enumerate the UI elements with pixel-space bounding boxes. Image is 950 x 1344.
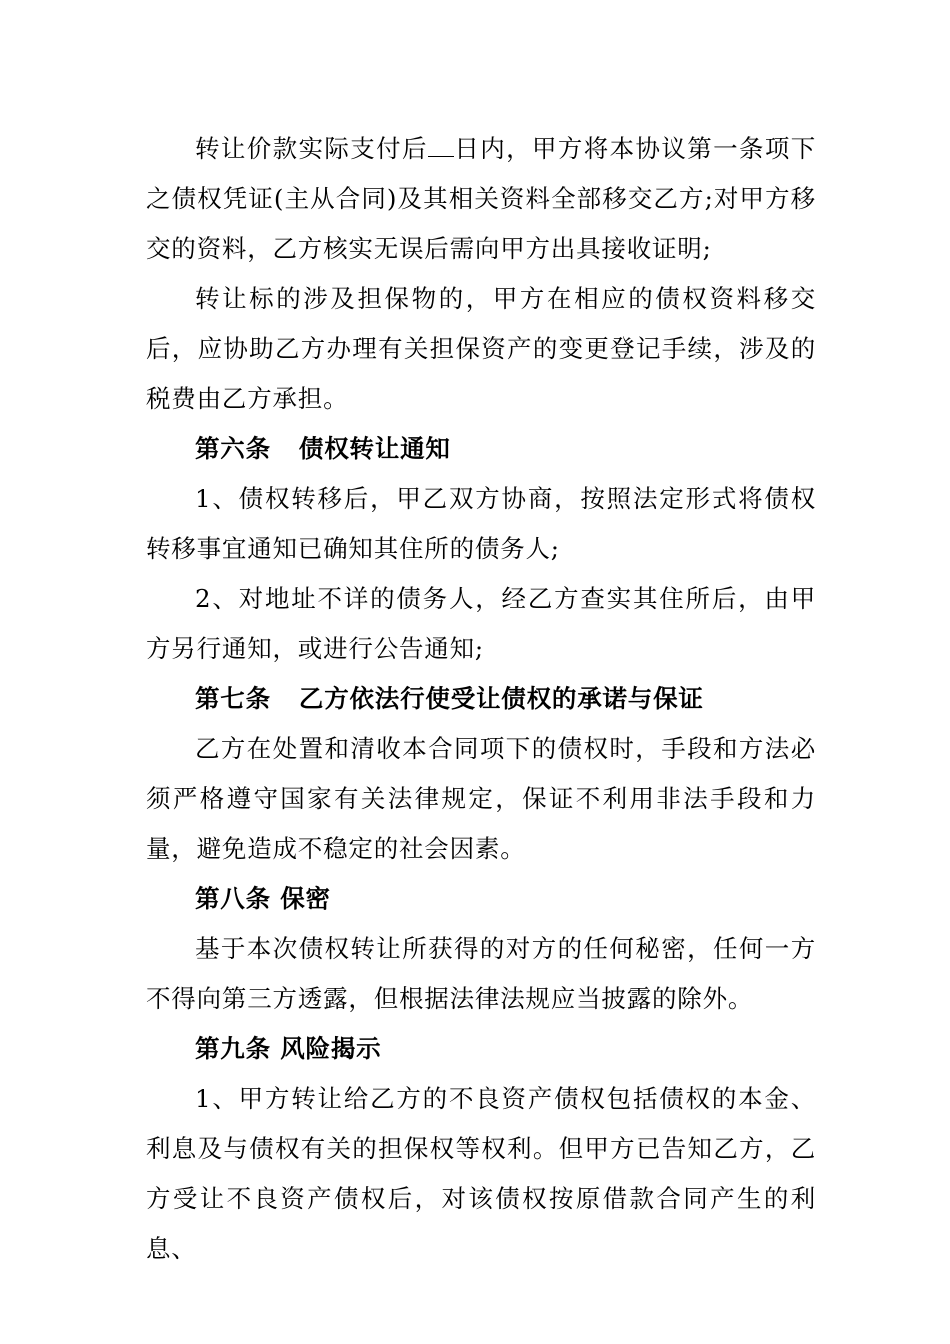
paragraph-transfer-documents <box>146 124 816 274</box>
paragraph-notice-2: 2、对地址不详的债务人，经乙方查实其住所后，由甲方另行通知，或进行公告通知; <box>146 584 816 663</box>
paragraph-risk-1: 1、甲方转让给乙方的不良资产债权包括债权的本金、利息及与债权有关的担保权等权利。但甲方已告知乙方，乙方受让不良资产债权后，对该债权按原借款合同产生的利息、 <box>146 1084 816 1263</box>
document-page <box>146 124 816 1274</box>
paragraph-text: 转让价款实际支付后 <box>195 134 428 163</box>
paragraph-collateral: 转让标的涉及担保物的，甲方在相应的债权资料移交后，应协助乙方办理有关担保资产的变更登记手续，涉及的税费由乙方承担。 <box>146 284 816 413</box>
heading-article-7 <box>146 674 816 724</box>
heading-article-8: 第八条 保密 <box>195 884 331 913</box>
article-title: 乙方依法行使受让债权的承诺与保证 <box>298 684 704 713</box>
heading-article-9: 第九条 风险揭示 <box>195 1034 382 1063</box>
paragraph-notice-1: 1、债权转移后，甲乙双方协商，按照法定形式将债权转移事宜通知已确知其住所的债务人; <box>146 484 816 563</box>
article-number: 第六条 <box>195 434 271 463</box>
article-number: 第七条 <box>195 684 271 713</box>
article-title: 债权转让通知 <box>298 434 451 463</box>
blank-days-field <box>428 134 454 157</box>
paragraph-lawful-collection: 乙方在处置和清收本合同项下的债权时，手段和方法必须严格遵守国家有关法律规定，保证不利用非法手段和力量，避免造成不稳定的社会因素。 <box>146 734 816 863</box>
paragraph-text: 日内，甲方将本协议第一条项下之债权凭证(主从合同)及其相关资料全部移交乙方;对甲方移交的资料，乙方核实无误后需向甲方出具接收证明; <box>146 134 816 263</box>
paragraph-confidentiality: 基于本次债权转让所获得的对方的任何秘密，任何一方不得向第三方透露，但根据法律法规应当披露的除外。 <box>146 934 816 1013</box>
heading-article-6 <box>146 424 816 474</box>
